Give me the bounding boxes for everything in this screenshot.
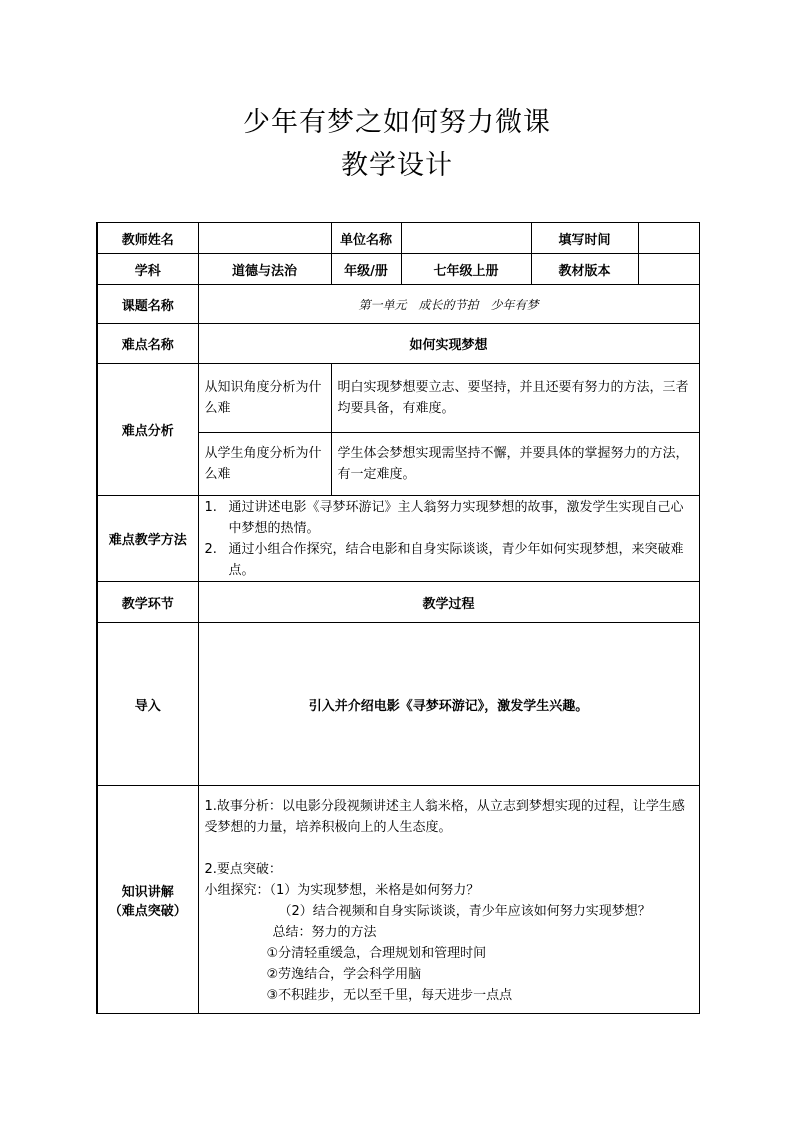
list-number: 1. — [204, 499, 217, 515]
list-text: 通过讲述电影《寻梦环游记》主人翁努力实现梦想的故事，激发学生实现自己心中梦想的热情。 — [228, 499, 684, 536]
summary-heading: 总结：努力的方法 — [272, 925, 377, 940]
student-angle-value: 学生体会梦想实现需坚持不懈，并要具体的掌握努力的方法，有一定难度。 — [331, 433, 699, 496]
subject-value: 道德与法治 — [198, 254, 331, 285]
list-item — [199, 539, 699, 581]
table-row — [97, 786, 699, 1014]
table-row — [97, 223, 699, 254]
knowledge-angle-value: 明白实现梦想要立志、要坚持，并且还要有努力的方法，三者均要具备，有难度。 — [331, 364, 699, 433]
intro-label: 导入 — [97, 623, 198, 786]
teacher-name-value — [198, 223, 331, 254]
knowledge-explanation-content — [198, 786, 699, 1014]
teaching-process-header: 教学过程 — [198, 582, 699, 623]
document-title: 少年有梦之如何努力微课 — [243, 107, 551, 138]
textbook-value — [638, 254, 699, 285]
difficulty-analysis-label: 难点分析 — [97, 364, 198, 496]
table-row — [97, 364, 699, 433]
story-analysis-text: 1.故事分析：以电影分段视频讲述主人翁米格，从立志到梦想实现的过程，让学生感受梦想的力量，培养积极向上的人生态度。 — [204, 799, 685, 835]
knowledge-label-line2: （难点突破） — [108, 903, 187, 919]
knowledge-angle-label: 从知识角度分析为什么难 — [198, 364, 331, 433]
grade-value: 七年级上册 — [401, 254, 531, 285]
table-row — [97, 324, 699, 364]
knowledge-label-line1: 知识讲解 — [121, 884, 174, 900]
method-item-1: ①分清轻重缓急，合理规划和管理时间 — [266, 946, 487, 961]
teaching-method-value — [198, 496, 699, 582]
difficulty-name-label: 难点名称 — [97, 324, 198, 364]
intro-text: 引入并介绍电影《寻梦环游记》，激发学生兴趣。 — [198, 623, 699, 786]
table-row — [97, 496, 699, 582]
teaching-method-label: 难点教学方法 — [97, 496, 198, 582]
textbook-label: 教材版本 — [531, 254, 638, 285]
teaching-stage-header: 教学环节 — [97, 582, 198, 623]
group-inquiry-q1: 小组探究：（1）为实现梦想，米格是如何努力？ — [204, 883, 480, 898]
table-row — [97, 254, 699, 285]
spacer — [205, 838, 693, 859]
method-item-2: ②劳逸结合，学会科学用脑 — [266, 967, 422, 982]
table-row — [97, 582, 699, 623]
key-points-heading: 2.要点突破： — [204, 862, 282, 877]
document-subtitle: 教学设计 — [341, 150, 453, 181]
lesson-design-table — [96, 222, 700, 1014]
group-inquiry-q2: （2）结合视频和自身实际谈谈，青少年应该如何努力实现梦想？ — [278, 904, 651, 919]
list-item — [199, 497, 699, 539]
teacher-name-label: 教师姓名 — [97, 223, 198, 254]
method-item-3: ③不积跬步，无以至千里，每天进步一点点 — [266, 988, 513, 1003]
lesson-title-value: 第一单元 成长的节拍 少年有梦 — [198, 285, 699, 324]
unit-name-value — [401, 223, 531, 254]
lesson-title-label: 课题名称 — [97, 285, 198, 324]
difficulty-name-value: 如何实现梦想 — [198, 324, 699, 364]
student-angle-label: 从学生角度分析为什么难 — [198, 433, 331, 496]
subject-label: 学科 — [97, 254, 198, 285]
grade-label: 年级/册 — [331, 254, 401, 285]
list-number: 2. — [204, 541, 217, 557]
unit-name-label: 单位名称 — [331, 223, 401, 254]
knowledge-explanation-label — [97, 786, 198, 1014]
fill-time-label: 填写时间 — [531, 223, 638, 254]
table-row — [97, 623, 699, 786]
fill-time-value — [638, 223, 699, 254]
table-row — [97, 285, 699, 324]
list-text: 通过小组合作探究，结合电影和自身实际谈谈，青少年如何实现梦想，来突破难点。 — [228, 541, 684, 578]
